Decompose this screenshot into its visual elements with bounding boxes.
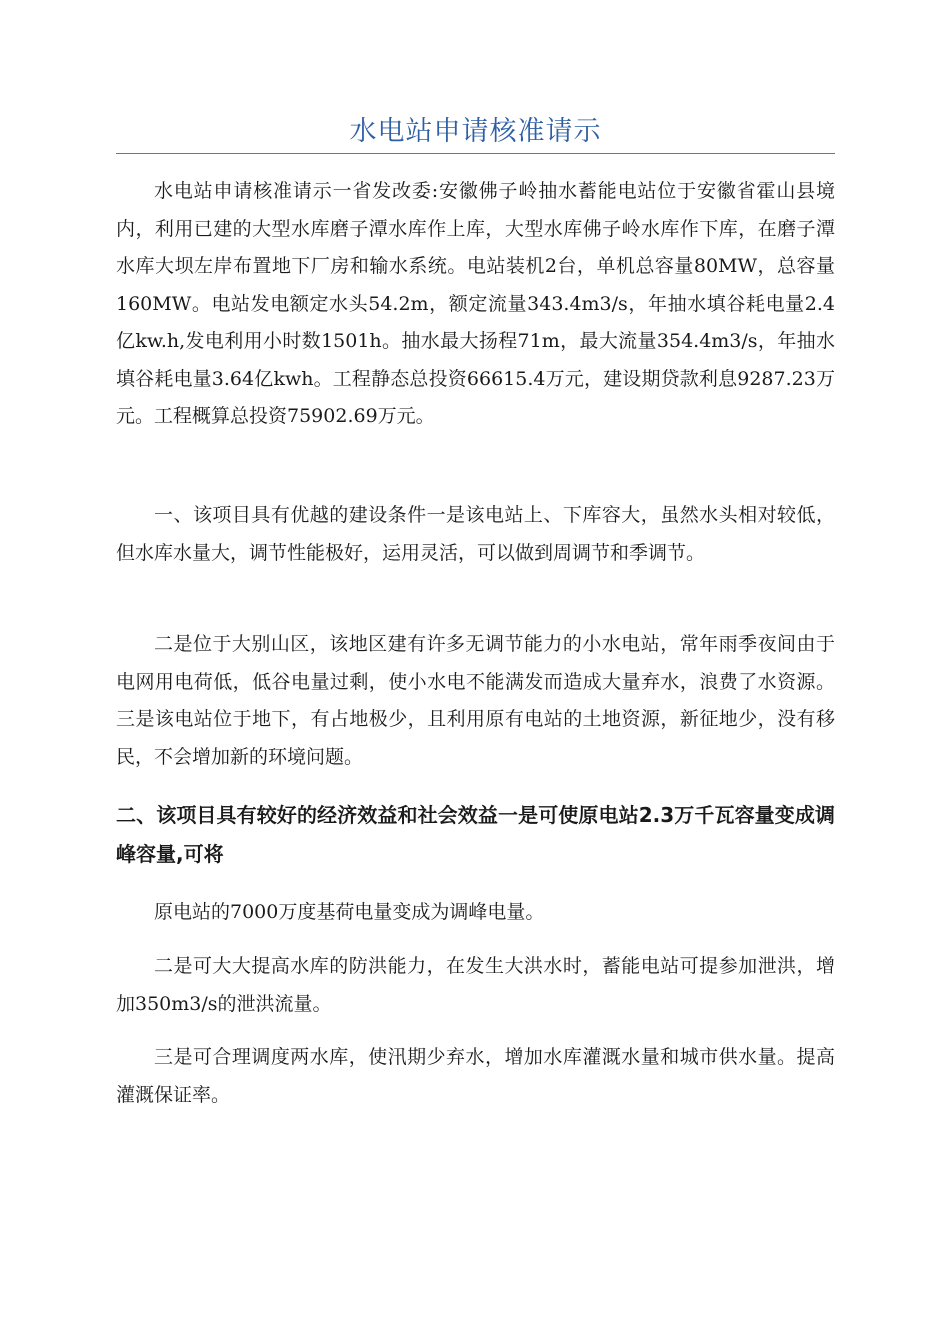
paragraph-location-advantages [116, 626, 835, 776]
paragraph-reservoir-dispatch [116, 1039, 835, 1114]
section-heading-benefits [116, 796, 835, 874]
paragraph-flood-control [116, 948, 835, 1023]
document-title: 水电站申请核准请示 [349, 116, 602, 147]
paragraph-text: 二是位于大别山区，该地区建有许多无调节能力的小水电站，常年雨季夜间由于电网用电荷低，低谷电量过剩，使小水电不能满发而造成大量弃水，浪费了水资源。三是该电站位于地下，有占地极少，且利用原有电站的土地资源，新征地少，没有移民，不会增加新的环境问题。 [116, 633, 835, 768]
paragraph-construction-conditions [116, 497, 835, 572]
paragraph-text: 三是可合理调度两水库，使汛期少弃水，增加水库灌溉水量和城市供水量。提高灌溉保证率。 [116, 1046, 835, 1106]
paragraph-project-overview [116, 173, 835, 436]
heading-text: 二、该项目具有较好的经济效益和社会效益一是可使原电站2.3万千瓦容量变成调峰容量,可将 [116, 803, 835, 866]
title-underline [116, 153, 835, 154]
paragraph-text: 二是可大大提高水库的防洪能力，在发生大洪水时，蓄能电站可提参加泄洪，增加350m3/s的泄洪流量。 [116, 955, 835, 1015]
paragraph-text: 原电站的7000万度基荷电量变成为调峰电量。 [154, 901, 545, 923]
paragraph-peak-energy [116, 894, 835, 932]
paragraph-text: 水电站申请核准请示一省发改委:安徽佛子岭抽水蓄能电站位于安徽省霍山县境内，利用已建的大型水库磨子潭水库作上库，大型水库佛子岭水库作下库，在磨子潭水库大坝左岸布置地下厂房和输水系统。电站装机2台，单机总容量80MW，总容量160MW。电站发电额定水头54.2m，额定流量343.4m3/s，年抽水填谷耗电量2.4亿kw.h,发电利用小时数1501h。抽水最大扬程71m，最大流量354.4m3/s，年抽水填谷耗电量3.64亿kwh。工程静态总投资66615.4万元，建设期贷款利息9287.23万元。工程概算总投资75902.69万元。 [116, 180, 835, 427]
paragraph-text: 一、该项目具有优越的建设条件一是该电站上、下库容大，虽然水头相对较低，但水库水量大，调节性能极好，运用灵活，可以做到周调节和季调节。 [116, 504, 835, 564]
